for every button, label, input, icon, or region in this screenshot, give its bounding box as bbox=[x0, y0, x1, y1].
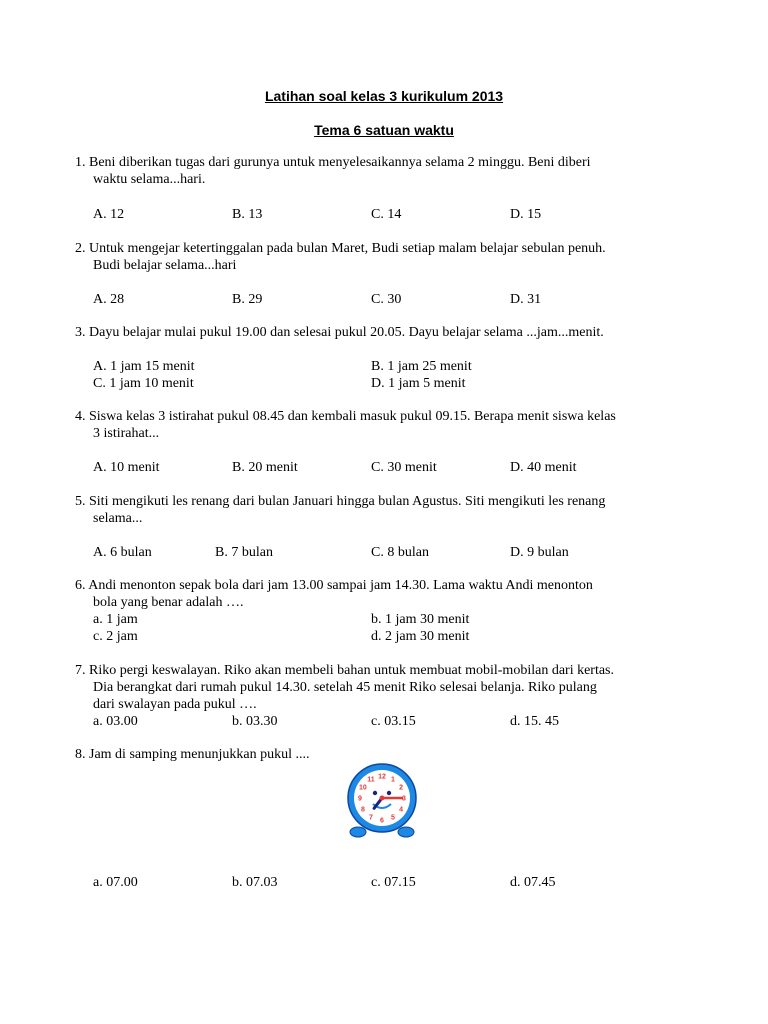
clock-number: 7 bbox=[369, 814, 373, 822]
clock-number: 6 bbox=[380, 817, 384, 825]
option: B. 7 bulan bbox=[215, 545, 273, 560]
option: D. 15 bbox=[510, 207, 542, 222]
option: D. 1 jam 5 menit bbox=[371, 376, 466, 391]
clock-number: 9 bbox=[358, 795, 362, 803]
option: c. 03.15 bbox=[371, 714, 416, 729]
clock-center bbox=[380, 796, 385, 801]
question-text: 6. Andi menonton sepak bola dari jam 13.00 sampai jam 14.30. Lama waktu Andi menonton bbox=[75, 578, 593, 593]
option: C. 8 bulan bbox=[371, 545, 429, 560]
question-text: 8. Jam di samping menunjukkan pukul .... bbox=[75, 747, 310, 762]
option: d. 2 jam 30 menit bbox=[371, 629, 470, 644]
clock-eye bbox=[373, 791, 377, 795]
option: B. 13 bbox=[232, 207, 263, 222]
clock-foot bbox=[398, 827, 414, 837]
option: A. 28 bbox=[93, 292, 125, 307]
clock-number: 11 bbox=[367, 776, 375, 784]
option: A. 6 bulan bbox=[93, 545, 152, 560]
page-subtitle: Tema 6 satuan waktu bbox=[314, 122, 454, 138]
option: b. 03.30 bbox=[232, 714, 278, 729]
clock-foot bbox=[350, 827, 366, 837]
question-text: 3. Dayu belajar mulai pukul 19.00 dan selesai pukul 20.05. Dayu belajar selama ...jam...menit. bbox=[75, 325, 604, 340]
option: c. 07.15 bbox=[371, 875, 416, 890]
option: a. 07.00 bbox=[93, 875, 138, 890]
clock-number: 2 bbox=[399, 784, 404, 792]
option: A. 1 jam 15 menit bbox=[93, 359, 195, 374]
option: D. 31 bbox=[510, 292, 542, 307]
clock-number: 8 bbox=[360, 806, 365, 814]
question-text: Dia berangkat dari rumah pukul 14.30. setelah 45 menit Riko selesai belanja. Riko pulang bbox=[93, 680, 597, 695]
question-text: bola yang benar adalah …. bbox=[93, 595, 244, 610]
question-2 bbox=[75, 240, 685, 274]
clock-eye bbox=[387, 791, 391, 795]
question-text: 2. Untuk mengejar ketertinggalan pada bulan Maret, Budi setiap malam belajar sebulan penuh. bbox=[75, 241, 606, 256]
option: A. 10 menit bbox=[93, 460, 160, 475]
clock-number: 12 bbox=[378, 773, 386, 781]
question-6 bbox=[75, 577, 685, 611]
question-text: dari swalayan pada pukul …. bbox=[93, 697, 257, 712]
option: b. 1 jam 30 menit bbox=[371, 612, 470, 627]
option: B. 20 menit bbox=[232, 460, 298, 475]
option: C. 30 menit bbox=[371, 460, 437, 475]
option: c. 2 jam bbox=[93, 629, 138, 644]
question-text: waktu selama...hari. bbox=[93, 172, 206, 187]
option: d. 15. 45 bbox=[510, 714, 559, 729]
clock-number: 3 bbox=[402, 795, 406, 803]
clock-number: 10 bbox=[359, 784, 367, 792]
option: d. 07.45 bbox=[510, 875, 556, 890]
question-text: 7. Riko pergi keswalayan. Riko akan membeli bahan untuk membuat mobil-mobilan dari kertas. bbox=[75, 663, 615, 678]
option: B. 1 jam 25 menit bbox=[371, 359, 472, 374]
option: C. 14 bbox=[371, 207, 402, 222]
option: A. 12 bbox=[93, 207, 125, 222]
clock-number: 5 bbox=[391, 814, 395, 822]
option: C. 30 bbox=[371, 292, 402, 307]
clock-number: 4 bbox=[399, 806, 404, 814]
question-5 bbox=[75, 493, 685, 527]
option: C. 1 jam 10 menit bbox=[93, 376, 194, 391]
question-4 bbox=[75, 408, 685, 442]
question-7 bbox=[75, 662, 685, 713]
question-text: Budi belajar selama...hari bbox=[93, 258, 237, 273]
page-title: Latihan soal kelas 3 kurikulum 2013 bbox=[264, 88, 504, 104]
option: B. 29 bbox=[232, 292, 263, 307]
option: D. 40 menit bbox=[510, 460, 577, 475]
option: a. 1 jam bbox=[93, 612, 138, 627]
question-text: 5. Siti mengikuti les renang dari bulan Januari hingga bulan Agustus. Siti mengikuti les renang bbox=[75, 494, 606, 509]
question-1 bbox=[75, 154, 685, 188]
clock-number: 1 bbox=[391, 776, 395, 784]
question-3 bbox=[75, 324, 685, 341]
question-text: selama... bbox=[93, 511, 143, 526]
alarm-clock-icon bbox=[344, 760, 420, 842]
option: a. 03.00 bbox=[93, 714, 138, 729]
option: D. 9 bulan bbox=[510, 545, 569, 560]
question-text: 3 istirahat... bbox=[93, 426, 160, 441]
question-text: 1. Beni diberikan tugas dari gurunya untuk menyelesaikannya selama 2 minggu. Beni diberi bbox=[75, 155, 591, 170]
option: b. 07.03 bbox=[232, 875, 278, 890]
question-text: 4. Siswa kelas 3 istirahat pukul 08.45 dan kembali masuk pukul 09.15. Berapa menit siswa kelas bbox=[75, 409, 616, 424]
